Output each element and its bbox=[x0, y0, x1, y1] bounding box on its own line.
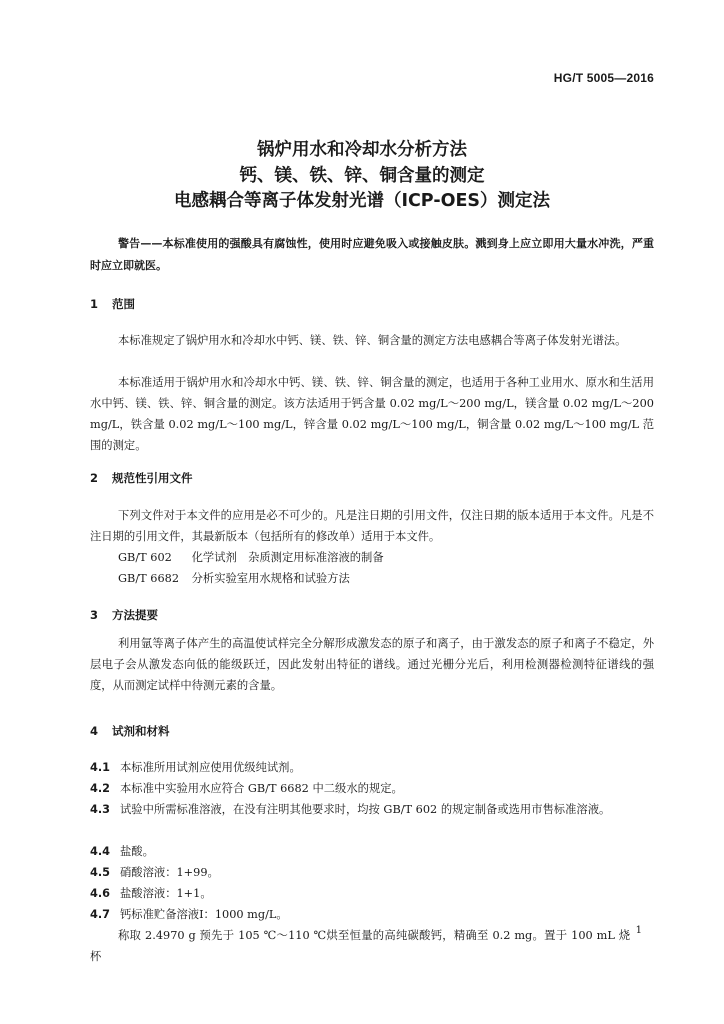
clause-item bbox=[90, 799, 654, 820]
section-title: 试剂和材料 bbox=[112, 724, 170, 738]
warning-paragraph: 警告——本标准使用的强酸具有腐蚀性，使用时应避免吸入或接触皮肤。溅到身上应立即用大量水冲洗，严重时应立即就医。 bbox=[90, 237, 654, 272]
standard-code: HG/T 5005—2016 bbox=[553, 71, 654, 85]
clause-number: 4.5 bbox=[90, 866, 111, 879]
section-number: 4 bbox=[90, 724, 99, 738]
clause-item bbox=[90, 841, 654, 862]
reference-name: 化学试剂 杂质测定用标准溶液的制备 bbox=[191, 551, 384, 564]
clause-text: 试验中所需标准溶液，在没有注明其他要求时，均按 GB/T 602 的规定制备或选用市售标准溶液。 bbox=[120, 803, 611, 816]
clause-item bbox=[90, 862, 654, 883]
clause-item bbox=[90, 757, 654, 778]
clause-number: 4.7 bbox=[90, 908, 111, 921]
reference-code: GB/T 6682 bbox=[118, 572, 180, 585]
section-4-heading bbox=[90, 723, 170, 739]
clause-number: 4.6 bbox=[90, 887, 111, 900]
clause-number: 4.3 bbox=[90, 803, 111, 816]
clause-text: 本标准中实验用水应符合 GB/T 6682 中二级水的规定。 bbox=[120, 782, 403, 795]
normative-references-paragraph: 下列文件对于本文件的应用是必不可少的。凡是注日期的引用文件，仅注日期的版本适用于本文件。凡是不注日期的引用文件，其最新版本（包括所有的修改单）适用于本文件。 bbox=[90, 509, 654, 543]
page-number: 1 bbox=[635, 925, 642, 936]
section-number: 3 bbox=[90, 608, 99, 622]
scope-paragraph-1: 本标准规定了锅炉用水和冷却水中钙、镁、铁、锌、铜含量的测定方法电感耦合等离子体发射光谱法。 bbox=[118, 334, 627, 347]
reference-name: 分析实验室用水规格和试验方法 bbox=[191, 572, 350, 585]
section-number: 2 bbox=[90, 471, 99, 485]
reference-item bbox=[118, 549, 384, 565]
section-1-heading bbox=[90, 296, 135, 312]
section-2-heading bbox=[90, 470, 193, 486]
clause-text: 钙标准贮备溶液Ⅰ：1000 mg/L。 bbox=[120, 908, 288, 921]
reference-item bbox=[118, 570, 350, 586]
method-summary-paragraph: 利用氩等离子体产生的高温使试样完全分解形成激发态的原子和离子，由于激发态的原子和离子不稳定，外层电子会从激发态向低的能级跃迁，因此发射出特征的谱线。通过光栅分光后，利用检测器检测特征谱线的强度，从而测定试样中待测元素的含量。 bbox=[90, 637, 654, 692]
scope-paragraph-2: 本标准适用于锅炉用水和冷却水中钙、镁、铁、锌、铜含量的测定，也适用于各种工业用水、原水和生活用水中钙、镁、铁、锌、铜含量的测定。该方法适用于钙含量 0.02 mg/L～200 mg/L，镁含量 0.02 mg/L～200 mg/L，铁含量 0.02 mg/L～100 mg/L，锌含量 0.02 mg/L～100 mg/L，铜含量 0.02 mg/L～100 mg/L 范围的测定。 bbox=[90, 376, 654, 452]
section-title: 范围 bbox=[112, 297, 136, 311]
section-title: 规范性引用文件 bbox=[112, 471, 193, 485]
clause-number: 4.1 bbox=[90, 761, 111, 774]
clause-item bbox=[90, 778, 654, 799]
clause-number: 4.2 bbox=[90, 782, 111, 795]
clause-item bbox=[90, 883, 654, 904]
section-title: 方法提要 bbox=[112, 608, 159, 622]
reference-code: GB/T 602 bbox=[118, 551, 172, 564]
clause-text: 硝酸溶液：1+99。 bbox=[120, 866, 219, 879]
clause-item bbox=[90, 904, 654, 925]
title-line-2: 钙、镁、铁、锌、铜含量的测定 bbox=[239, 166, 485, 186]
section-number: 1 bbox=[90, 297, 99, 311]
clause-text: 盐酸溶液：1+1。 bbox=[120, 887, 212, 900]
title-line-3: 电感耦合等离子体发射光谱（ICP-OES）测定法 bbox=[173, 191, 551, 211]
clause-text: 盐酸。 bbox=[120, 845, 154, 858]
clause-number: 4.4 bbox=[90, 845, 111, 858]
section-3-heading bbox=[90, 607, 158, 623]
clause-continuation: 称取 2.4970 g 预先于 105 ℃～110 ℃烘至恒量的高纯碳酸钙，精确至 0.2 mg。置于 100 mL 烧杯 bbox=[90, 929, 630, 963]
title-line-1: 锅炉用水和冷却水分析方法 bbox=[257, 140, 467, 160]
clause-text: 本标准所用试剂应使用优级纯试剂。 bbox=[120, 761, 301, 774]
